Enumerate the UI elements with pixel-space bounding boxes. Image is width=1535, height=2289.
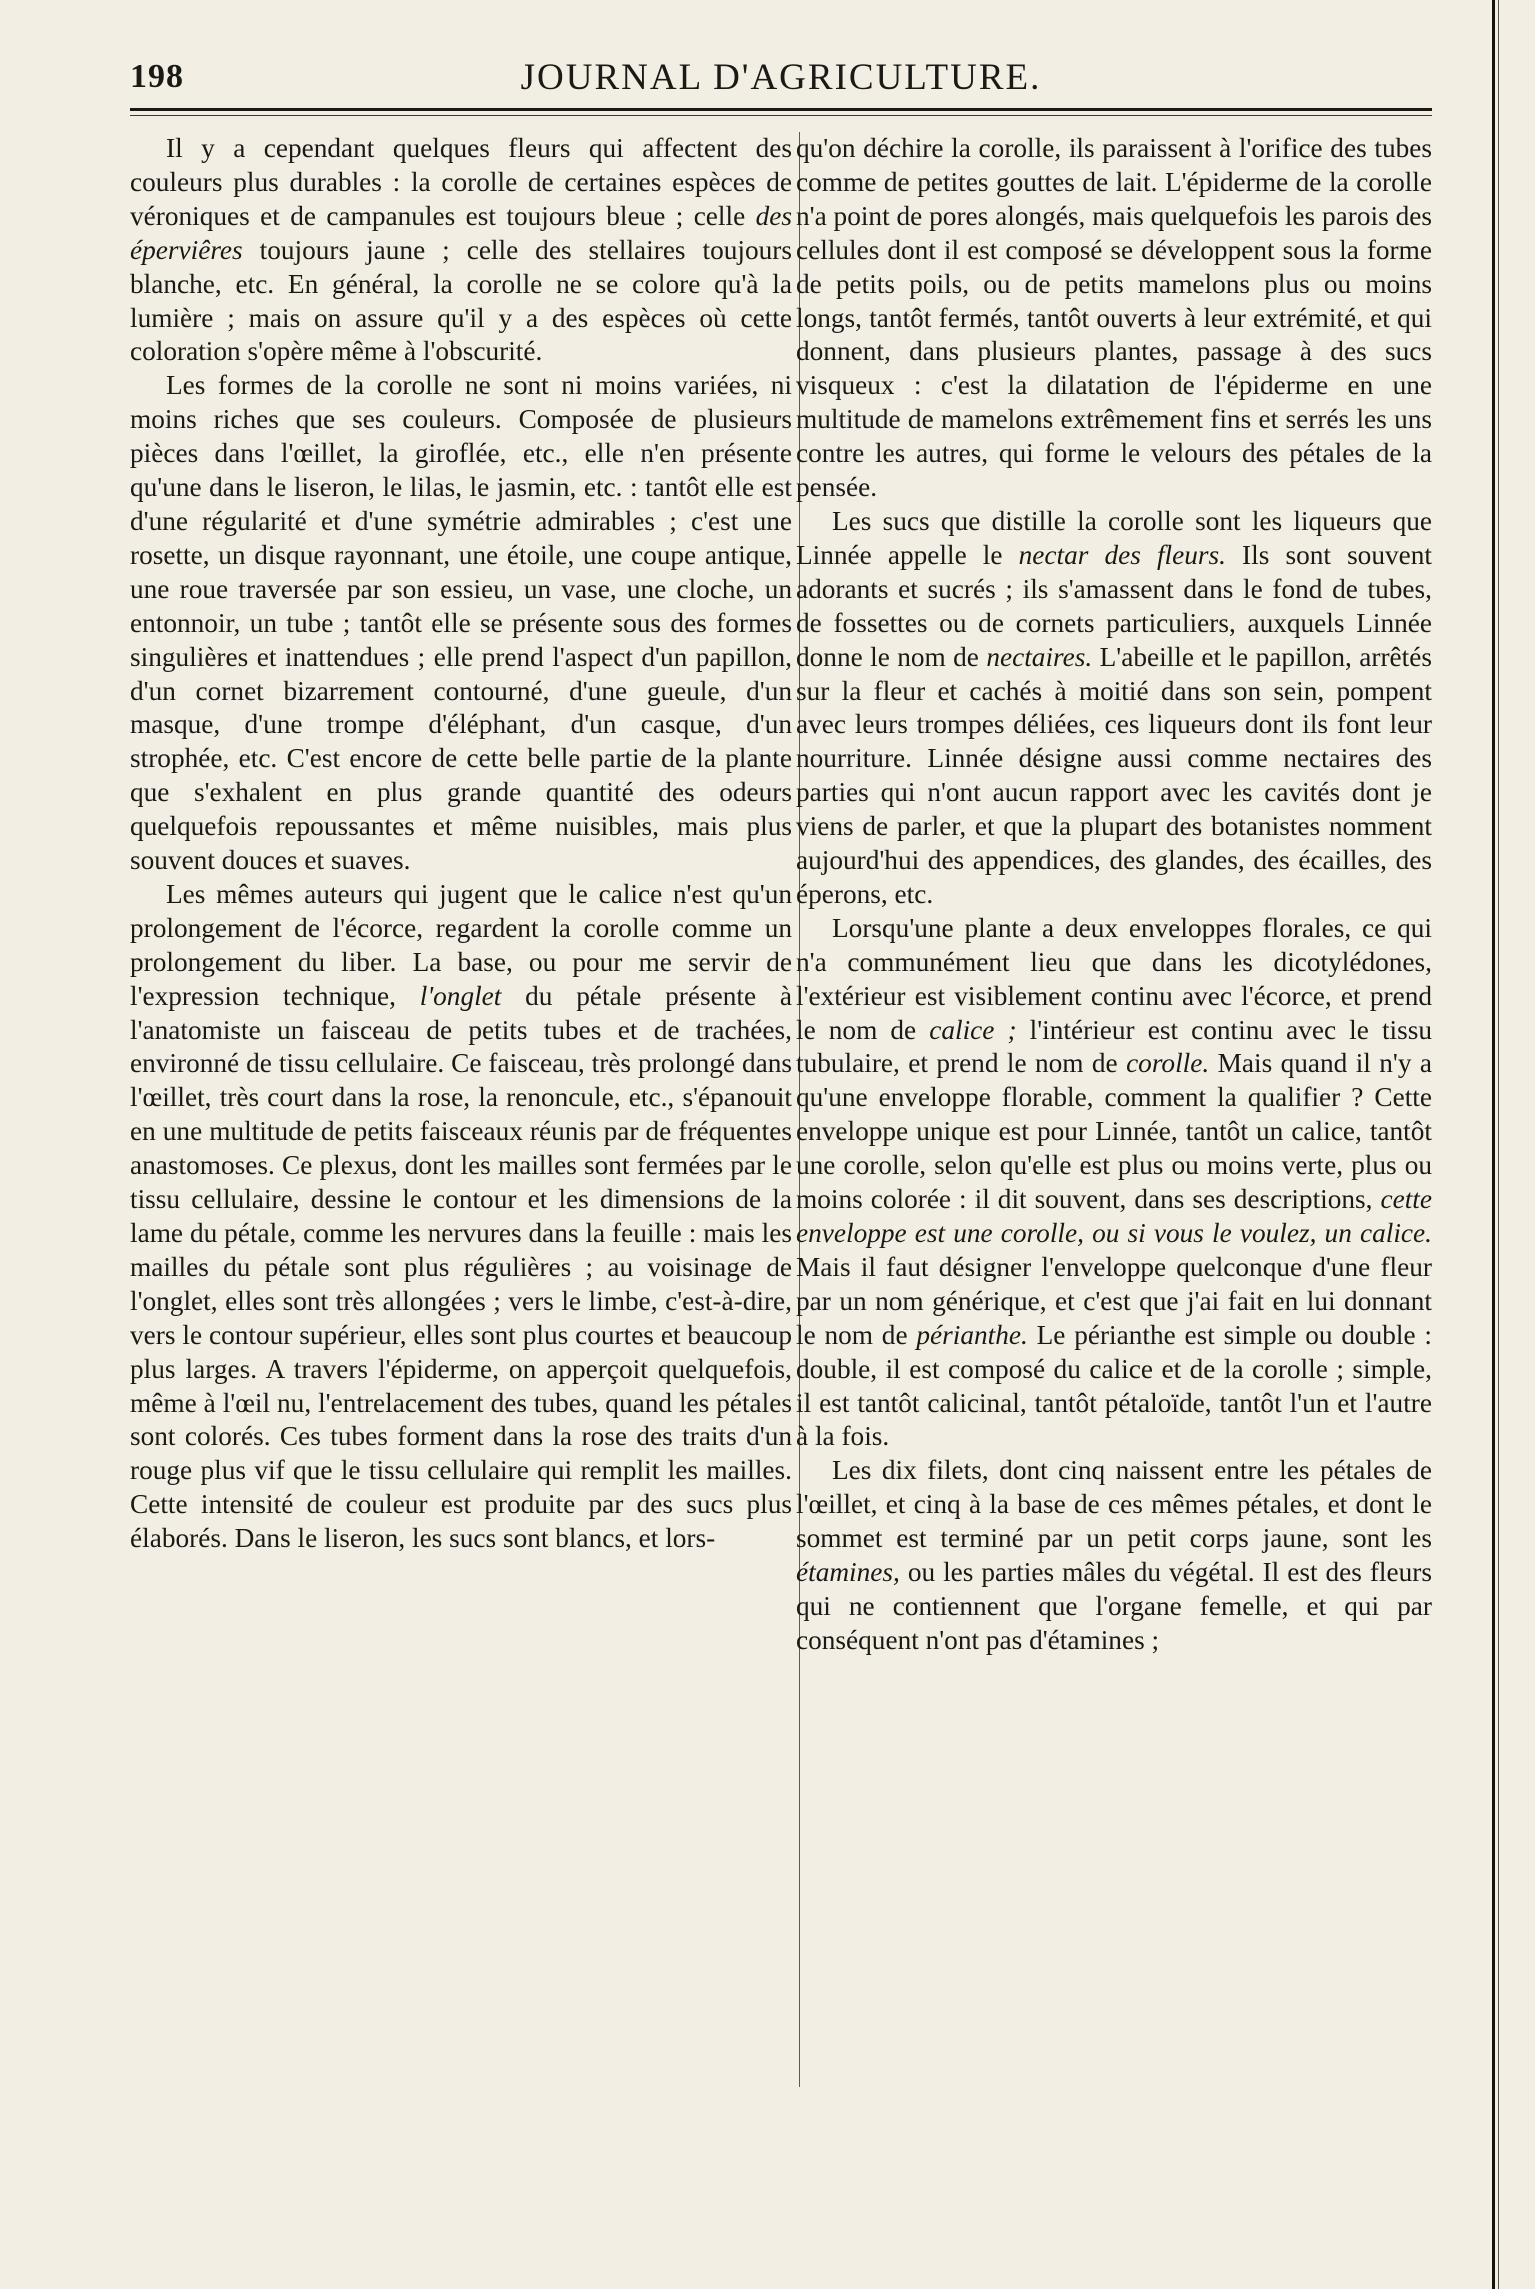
italic-text: des éperviêres xyxy=(130,200,792,265)
page-header xyxy=(130,52,1432,112)
text-run: Mais quand il n'y a qu'une enveloppe florable, comment la qualifier ? Cette enveloppe unique est pour Linnée, tantôt un calice, tantôt une corolle, selon qu'elle est plus ou moins verte, plus ou moins colorée : il dit souvent, dans ses descriptions, xyxy=(796,1048,1432,1215)
italic-text: corolle. xyxy=(1126,1048,1210,1079)
header-rule xyxy=(130,108,1432,111)
text-run: du pétale présente à l'anatomiste un faisceau de petits tubes et de trachées, environné de tissu cellulaire. Ce faisceau, très prolongé dans l'œillet, très court dans la rose, la renoncule, etc., s'épanouit en une multitude de petits faisceaux réunis par de fréquentes anastomoses. Ce plexus, dont les mailles sont fermées par le tissu cellulaire, dessine le contour et les dimensions de la lame du pétale, comme les nervures dans la feuille : mais les mailles du pétale sont plus régulières ; au voisinage de l'onglet, elles sont très allongées ; vers le limbe, c'est-à-dire, vers le contour supérieur, elles sont plus courtes et beaucoup plus larges. A travers l'épiderme, on apperçoit quelquefois, même à l'œil nu, l'entrelacement des tubes, quand les pétales sont colorés. Ces tubes forment dans la rose des traits d'un rouge plus vif que le tissu cellulaire qui remplit les mailles. Cette intensité de couleur est produite par des sucs plus élaborés. Dans le liseron, les sucs sont blancs, et lors- xyxy=(130,980,792,1554)
text-run: Lorsqu'une plante a deux enveloppes florales, ce qui n'a communément lieu que dans les dicotylédones, l'extérieur est visiblement continu avec l'écorce, et prend le nom de xyxy=(796,912,1432,1045)
italic-text: cette enveloppe est une corolle, ou si vous le voulez, un calice. xyxy=(796,1184,1432,1248)
paragraph xyxy=(796,132,1432,505)
right-column xyxy=(770,132,1432,1658)
text-run: Le périanthe est simple ou double : double, il est composé du calice et de la corolle ; simple, il est tantôt calicinal, tantôt pétaloïde, tantôt l'un et l'autre à la fois. xyxy=(796,1319,1432,1452)
text-run: Ils sont souvent adorants et sucrés ; ils s'amassent dans le fond de tubes, de fossettes ou de cornets particuliers, auxquels Linnée donne le nom de xyxy=(796,539,1432,672)
italic-text: nectaires. xyxy=(986,641,1093,672)
italic-text: calice ; xyxy=(929,1014,1017,1045)
page-number: 198 xyxy=(130,58,184,95)
paragraph xyxy=(130,878,792,1556)
text-run: Mais il faut désigner l'enveloppe quelconque d'une fleur par un nom générique, et c'est que j'ai fait en lui donnant le nom de xyxy=(796,1251,1432,1350)
paragraph xyxy=(796,505,1432,912)
paragraph xyxy=(796,1454,1432,1657)
italic-text: périanthe. xyxy=(916,1319,1028,1350)
text-run: l'intérieur est continu avec le tissu tubulaire, et prend le nom de xyxy=(796,1014,1433,1079)
italic-text: étamines, xyxy=(796,1557,900,1588)
italic-text: nectar des fleurs. xyxy=(1018,539,1226,570)
text-run: Les formes de la corolle ne sont ni moins variées, ni moins riches que ses couleurs. Composée de plusieurs pièces dans l'œillet, la giroflée, etc., elle n'en présente qu'une dans le liseron, le lilas, le jasmin, etc. : tantôt elle est d'une régularité et d'une symétrie admirables ; c'est une rosette, un disque rayonnant, une étoile, une coupe antique, une roue traversée par son essieu, un vase, une cloche, un entonnoir, un tube ; tantôt elle se présente sous des formes singulières et inattendues ; elle prend l'aspect d'un papillon, d'un cornet bizarrement contourné, d'une gueule, d'un masque, d'une trompe d'éléphant, d'un casque, d'un strophée, etc. C'est encore de cette belle partie de la plante que s'exhalent en plus grande quantité des odeurs quelquefois repoussantes et même nuisibles, mais plus souvent douces et suaves. xyxy=(130,370,792,876)
left-column xyxy=(130,132,792,1556)
header-rule-thin xyxy=(130,115,1432,116)
journal-title: JOURNAL D'AGRICULTURE. xyxy=(520,57,1042,98)
text-run: ou les parties mâles du végétal. Il est des fleurs qui ne contiennent que l'organe femelle, et qui par conséquent n'ont pas d'étamines ; xyxy=(796,1557,1432,1655)
text-run: Les sucs que distille la corolle sont les liqueurs que Linnée appelle le xyxy=(796,505,1432,570)
text-run: qu'on déchire la corolle, ils paraissent à l'orifice des tubes comme de petites gouttes de lait. L'épiderme de la corolle n'a point de pores alongés, mais quelquefois les parois des cellules dont il est composé se développent sous la forme de petits poils, ou de petits mamelons plus ou moins longs, tantôt fermés, tantôt ouverts à leur extrémité, et qui donnent, dans plusieurs plantes, passage à des sucs visqueux : c'est la dilatation de l'épiderme en une multitude de mamelons extrêmement fins et serrés les uns contre les autres, qui forme le velours des pétales de la pensée. xyxy=(796,133,1432,503)
text-run: Les mêmes auteurs qui jugent que le calice n'est qu'un prolongement de l'écorce, regardent la corolle comme un prolongement du liber. La base, ou pour me servir de l'expression technique, xyxy=(130,878,792,1011)
paragraph xyxy=(130,369,792,878)
italic-text: l'onglet xyxy=(419,980,502,1011)
text-run: toujours jaune ; celle des stellaires toujours blanche, etc. En général, la corolle ne se colore qu'à la lumière ; mais on assure qu'il y a des espèces où cette coloration s'opère même à l'obscurité. xyxy=(130,234,792,367)
paragraph xyxy=(796,912,1432,1455)
text-run: L'abeille et le papillon, arrêtés sur la fleur et cachés à moitié dans son sein, pompent avec leurs trompes déliées, ces liqueurs dont ils font leur nourriture. Linnée désigne aussi comme nectaires des parties qui n'ont aucun rapport avec les cavités dont je viens de parler, et que la plupart des botanistes nomment aujourd'hui des appendices, des glandes, des écailles, des éperons, etc. xyxy=(796,641,1432,909)
page-edge-rule-thin xyxy=(1498,0,1499,2289)
text-run: Il y a cependant quelques fleurs qui affectent des couleurs plus durables : la corolle de certaines espèces de véroniques et de campanules est toujours bleue ; celle xyxy=(130,133,792,231)
page-edge-rule xyxy=(1492,0,1495,2289)
text-run: Les dix filets, dont cinq naissent entre les pétales de l'œillet, et cinq à la base de ces mêmes pétales, et dont le sommet est terminé par un petit corps jaune, sont les xyxy=(796,1455,1432,1554)
right-column-wrap xyxy=(770,132,1432,1658)
paragraph xyxy=(130,132,792,369)
